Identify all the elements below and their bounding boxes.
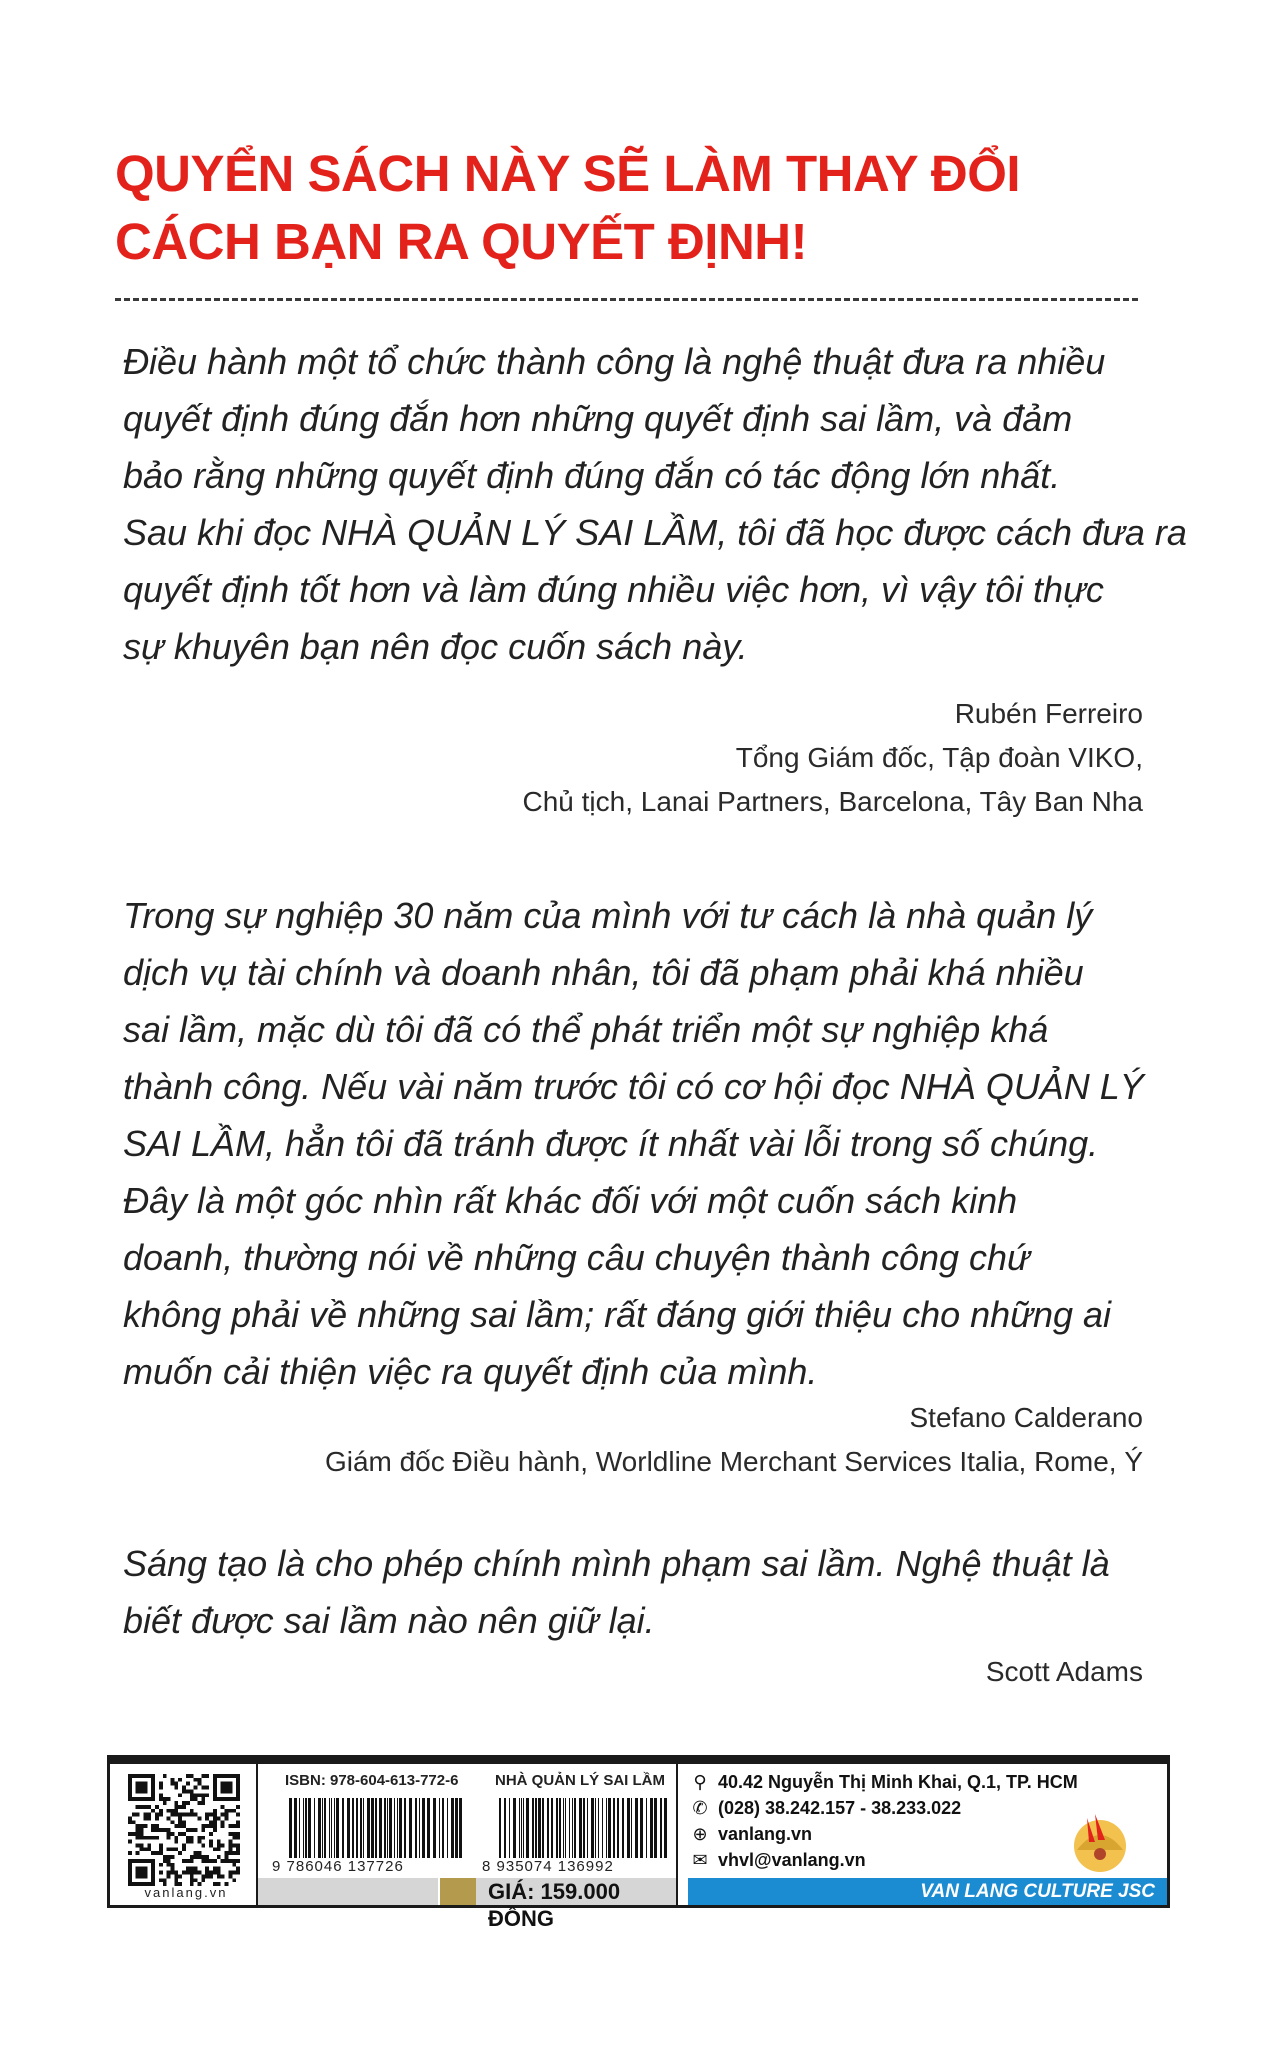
headline-line-1: QUYỂN SÁCH NÀY SẼ LÀM THAY ĐỔI — [115, 145, 1021, 202]
quote-line: sai lầm, mặc dù tôi đã có thể phát triển một sự nghiệp khá — [123, 1009, 1049, 1050]
qr-caption: vanlang.vn — [144, 1885, 228, 1900]
dashed-divider — [115, 298, 1138, 301]
quote-line: quyết định tốt hơn và làm đúng nhiều việc hơn, vì vậy tôi thực — [123, 569, 1104, 610]
quote-line: Đây là một góc nhìn rất khác đối với một cuốn sách kinh — [123, 1180, 1018, 1221]
attribution-1 — [523, 692, 1144, 824]
attribution-2 — [325, 1396, 1143, 1484]
phone-icon: ✆ — [692, 1798, 708, 1818]
qr-code-icon — [128, 1774, 240, 1886]
quote-3 — [123, 1535, 1143, 1649]
author-role: Chủ tịch, Lanai Partners, Barcelona, Tây Ban Nha — [522, 786, 1143, 817]
price-label: GIÁ: 159.000 ĐỒNG — [476, 1878, 676, 1905]
panel-top-bar — [110, 1758, 1167, 1764]
author-role: Giám đốc Điều hành, Worldline Merchant Services Italia, Rome, Ý — [324, 1446, 1143, 1477]
headline — [115, 140, 1175, 276]
address-text: 40.42 Nguyễn Thị Minh Khai, Q.1, TP. HCM — [718, 1772, 1078, 1792]
quote-line: Sau khi đọc NHÀ QUẢN LÝ SAI LẦM, tôi đã học được cách đưa ra — [123, 512, 1187, 553]
author-name: Rubén Ferreiro — [954, 698, 1143, 729]
ean-barcode — [495, 1798, 670, 1858]
gold-strip — [440, 1878, 476, 1905]
quote-line: thành công. Nếu vài năm trước tôi có cơ hội đọc NHÀ QUẢN LÝ — [123, 1066, 1144, 1107]
quote-line: Điều hành một tổ chức thành công là nghệ thuật đưa ra nhiều — [123, 341, 1106, 382]
quote-1 — [123, 333, 1187, 675]
quote-line: quyết định đúng đắn hơn những quyết định sai lầm, và đảm — [123, 398, 1073, 439]
email-text: vhvl@vanlang.vn — [718, 1850, 866, 1870]
contact-address — [690, 1772, 1078, 1793]
book-title-label: NHÀ QUẢN LÝ SAI LẦM — [495, 1772, 665, 1789]
envelope-icon: ✉ — [692, 1850, 708, 1870]
qr-code-block — [116, 1768, 256, 1903]
contact-website — [690, 1824, 812, 1845]
publisher-logo-icon — [1065, 1806, 1135, 1876]
quote-line: SAI LẦM, hẳn tôi đã tránh được ít nhất vài lỗi trong số chúng. — [123, 1123, 1099, 1164]
phone-text: (028) 38.242.157 - 38.233.022 — [718, 1798, 962, 1818]
quote-line: biết được sai lầm nào nên giữ lại. — [123, 1600, 655, 1641]
quote-line: Sáng tạo là cho phép chính mình phạm sai lầm. Nghệ thuật là — [123, 1543, 1110, 1584]
quote-line: không phải về những sai lầm; rất đáng giới thiệu cho những ai — [123, 1294, 1112, 1335]
contact-email — [690, 1850, 866, 1871]
contact-phone — [690, 1798, 961, 1819]
barcode-panel — [107, 1755, 1170, 1931]
grey-strip — [258, 1878, 438, 1905]
website-text: vanlang.vn — [718, 1824, 813, 1844]
quote-line: muốn cải thiện việc ra quyết định của mình. — [123, 1351, 818, 1392]
isbn-label: ISBN: 978-604-613-772-6 — [285, 1772, 459, 1789]
isbn-barcode — [285, 1798, 465, 1858]
quote-line: Trong sự nghiệp 30 năm của mình với tư cách là nhà quản lý — [123, 895, 1093, 936]
author-name: Scott Adams — [985, 1656, 1143, 1687]
isbn-digits: 9 786046 137726 — [272, 1858, 404, 1875]
location-pin-icon: ⚲ — [693, 1772, 707, 1792]
attribution-3 — [986, 1650, 1143, 1694]
ean-digits: 8 935074 136992 — [482, 1858, 614, 1875]
author-role: Tổng Giám đốc, Tập đoàn VIKO, — [735, 742, 1143, 773]
quote-2 — [123, 887, 1143, 1400]
author-name: Stefano Calderano — [909, 1402, 1143, 1433]
company-bar: VAN LANG CULTURE JSC — [688, 1878, 1167, 1905]
panel-separator — [676, 1764, 678, 1905]
quote-line: dịch vụ tài chính và doanh nhân, tôi đã phạm phải khá nhiều — [123, 952, 1084, 993]
headline-line-2: CÁCH BẠN RA QUYẾT ĐỊNH! — [115, 213, 808, 270]
quote-line: doanh, thường nói về những câu chuyện thành công chứ — [123, 1237, 1030, 1278]
globe-icon: ⊕ — [692, 1824, 708, 1844]
quote-line: bảo rằng những quyết định đúng đắn có tác động lớn nhất. — [123, 455, 1061, 496]
quote-line: sự khuyên bạn nên đọc cuốn sách này. — [123, 626, 748, 667]
